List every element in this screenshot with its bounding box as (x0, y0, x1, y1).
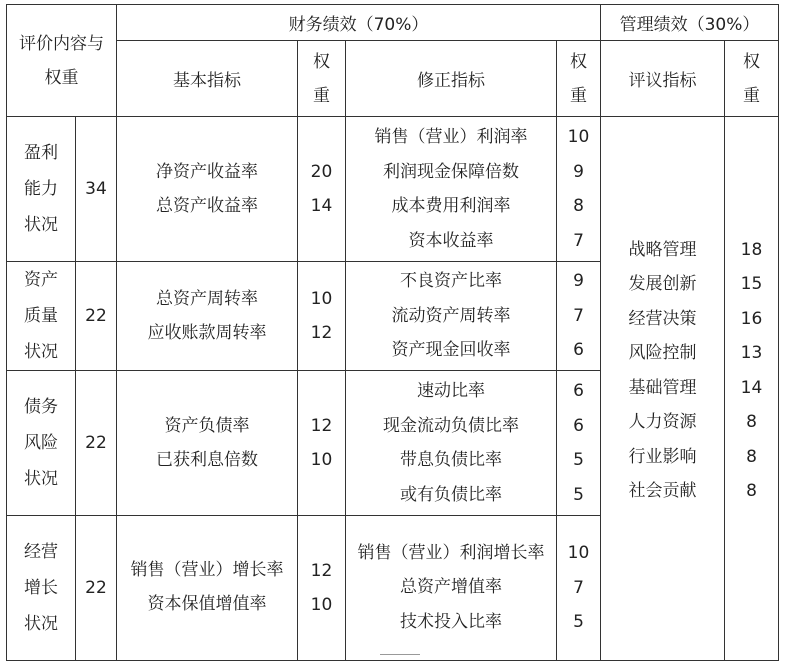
management-header: 管理绩效（30%） (601, 5, 779, 41)
category-cell: 资产质量状况 (7, 262, 76, 371)
category-weight: 22 (76, 516, 117, 661)
corner-label: 评价内容与权重 (19, 33, 104, 88)
basic-weights: 20 14 (298, 117, 346, 262)
modifier-indicators: 速动比率 现金流动负债比率 带息负债比率 或有负债比率 (346, 371, 557, 516)
category-weight: 22 (76, 262, 117, 371)
basic-indicator-header: 基本指标 (117, 41, 298, 117)
modifier-indicators: 销售（营业）利润率 利润现金保障倍数 成本费用利润率 资本收益率 (346, 117, 557, 262)
modifier-indicator-header: 修正指标 (346, 41, 557, 117)
finance-header: 财务绩效（70%） (117, 5, 601, 41)
performance-evaluation-table (6, 4, 779, 661)
basic-weight-header: 权重 (298, 41, 346, 117)
modifier-weights: 10 9 8 7 (557, 117, 601, 262)
category-weight: 34 (76, 117, 117, 262)
basic-indicators: 销售（营业）增长率 资本保值增值率 (117, 516, 298, 661)
basic-indicators: 净资产收益率 总资产收益率 (117, 117, 298, 262)
review-indicator-header: 评议指标 (601, 41, 725, 117)
modifier-indicators: 不良资产比率 流动资产周转率 资产现金回收率 (346, 262, 557, 371)
review-weight-header: 权重 (725, 41, 779, 117)
basic-weights: 12 10 (298, 371, 346, 516)
basic-indicators: 资产负债率 已获利息倍数 (117, 371, 298, 516)
modifier-indicators: 销售（营业）利润增长率 总资产增值率 技术投入比率 (346, 516, 557, 661)
category-cell: 债务风险状况 (7, 371, 76, 516)
basic-indicators: 总资产周转率 应收账款周转率 (117, 262, 298, 371)
modifier-weight-header: 权重 (557, 41, 601, 117)
management-indicators: 战略管理 发展创新 经营决策 风险控制 基础管理 人力资源 行业影响 社会贡献 (601, 117, 725, 661)
basic-weights: 10 12 (298, 262, 346, 371)
category-cell: 经营增长状况 (7, 516, 76, 661)
management-weights: 18 15 16 13 14 8 8 8 (725, 117, 779, 661)
modifier-weights: 9 7 6 (557, 262, 601, 371)
modifier-weights: 10 7 5 (557, 516, 601, 661)
corner-header (7, 5, 117, 117)
modifier-weights: 6 6 5 5 (557, 371, 601, 516)
category-weight: 22 (76, 371, 117, 516)
category-cell: 盈利能力状况 (7, 117, 76, 262)
basic-weights: 12 10 (298, 516, 346, 661)
